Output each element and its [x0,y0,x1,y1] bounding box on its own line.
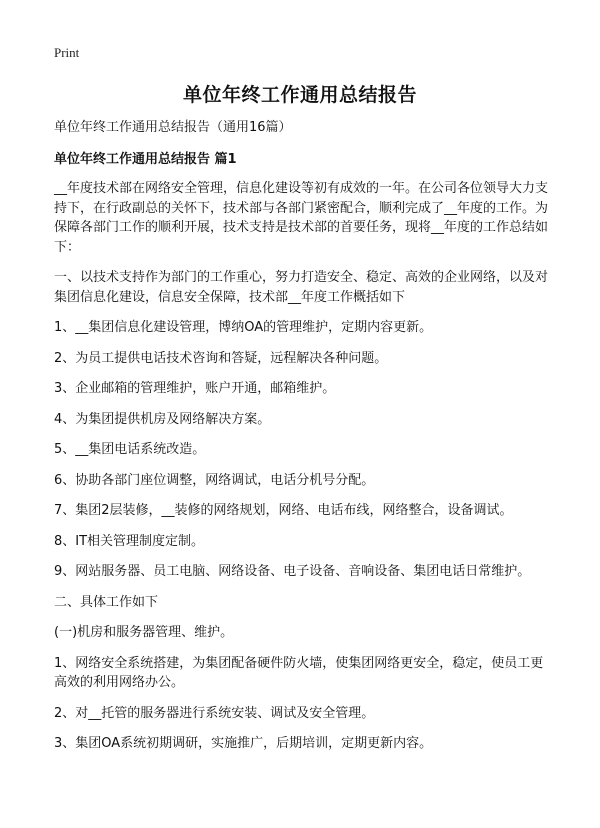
list-item: 4、为集团提供机房及网络解决方案。 [54,411,271,427]
section-heading: 单位年终工作通用总结报告 篇1 [54,151,237,167]
list-item: 5、__集团电话系统改造。 [54,442,206,457]
list-item: 1、网络安全系统搭建，为集团配备硬件防火墙，使集团网络更安全，稳定，使员工更高效的利用网络办公。 [54,655,544,690]
list-item: 2、为员工提供电话技术咨询和答疑，远程解决各种问题。 [54,350,388,366]
list-item: 6、协助各部门座位调整，网络调试，电话分机号分配。 [54,472,375,488]
list-item: 7、集团2层装修，__装修的网络规划，网络、电话布线，网络整合，设备调试。 [54,503,513,518]
paragraph: __年度技术部在网络安全管理，信息化建设等初有成效的一年。在公司各位领导大力支持下，在行政副总的关怀下，技术部与各部门紧密配合，顺利完成了__年度的工作。为保障各部门工作的顺利开展，技术支持是技术部的首要任务，现将__年度的工作总结如下： [54,181,549,255]
list-item: 2、对__托管的服务器进行系统安装、调试及安全管理。 [54,705,375,721]
list-item: 9、网站服务器、员工电脑、网络设备、电子设备、音响设备、集团电话日常维护。 [54,564,531,579]
list-item: 1、__集团信息化建设管理，博纳OA的管理维护，定期内容更新。 [54,320,433,335]
document-body [54,118,548,765]
section-subheading: 二、具体工作如下 [54,594,159,610]
document-subtitle: 单位年终工作通用总结报告（通用16篇） [54,120,292,135]
section-subheading: (一)机房和服务器管理、维护。 [54,625,234,640]
list-item: 3、企业邮箱的管理维护，账户开通，邮箱维护。 [54,381,336,396]
document-title: 单位年终工作通用总结报告 [182,84,417,106]
list-item: 8、IT相关管理制度定制。 [54,533,205,549]
print-link[interactable]: Print [54,45,80,60]
paragraph: 一、以技术支持作为部门的工作重心，努力打造安全、稳定、高效的企业网络，以及对集团信息化建设，信息安全保障，技术部__年度工作概括如下 [54,270,549,305]
list-item: 3、集团OA系统初期调研，实施推广，后期培训，定期更新内容。 [54,736,433,751]
